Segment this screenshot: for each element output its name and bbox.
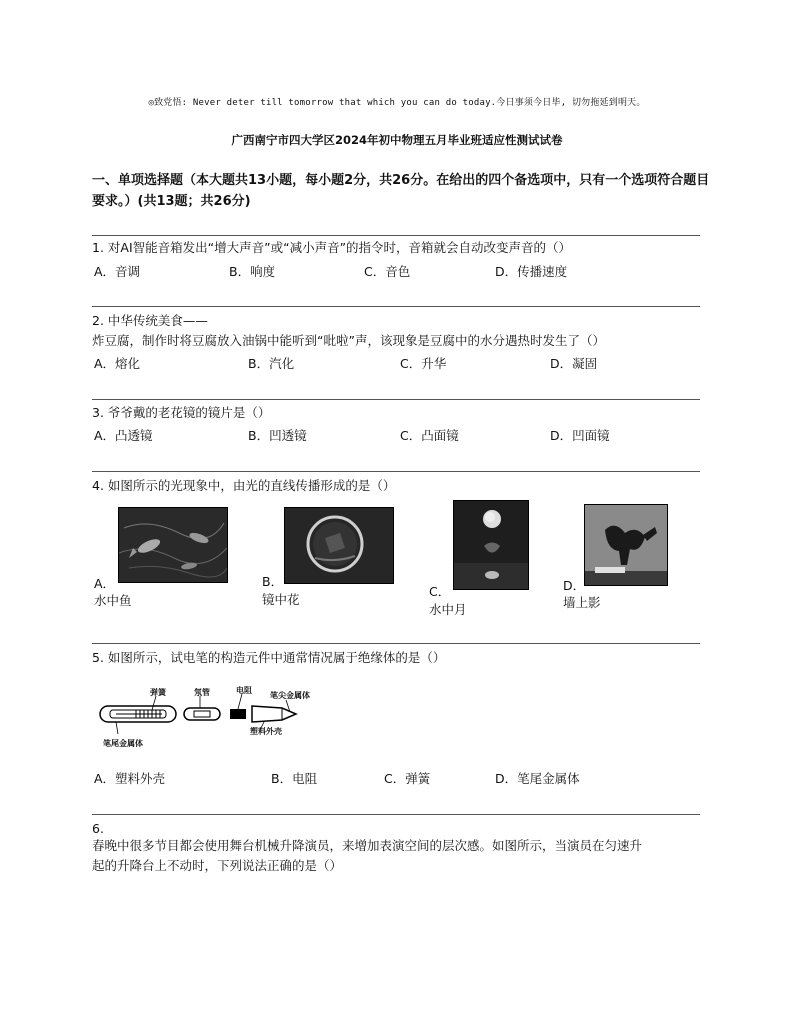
q4-option-d-caption: 墙上影 xyxy=(563,595,601,610)
q2-option-b: B．汽化 xyxy=(248,356,295,371)
fish-photo xyxy=(118,507,228,583)
question-5-stem: 5. 如图所示，试电笔的构造元件中通常情况属于绝缘体的是（） xyxy=(92,650,446,665)
q4-option-d-letter: D． xyxy=(563,578,586,593)
wall-shadow-photo xyxy=(584,504,668,586)
divider xyxy=(92,399,700,400)
q2-option-a: A．熔化 xyxy=(94,356,141,371)
q3-option-a: A．凸透镜 xyxy=(94,428,153,443)
q1-option-d: D．传播速度 xyxy=(495,264,568,279)
q5-option-b: B．电阻 xyxy=(271,771,318,786)
question-4-stem: 4. 如图所示的光现象中，由光的直线传播形成的是（） xyxy=(92,478,396,493)
pen-label-spring: 弹簧 xyxy=(150,688,166,697)
q2-option-c: C．升华 xyxy=(400,356,447,371)
pen-label-neon: 氖管 xyxy=(194,688,210,697)
page-title: 广西南宁市四大学区2024年初中物理五月毕业班适应性测试试卷 xyxy=(231,133,563,147)
q4-option-b-caption: 镜中花 xyxy=(262,592,300,607)
q3-option-b: B．凹透镜 xyxy=(248,428,307,443)
pen-label-tail: 笔尾金属体 xyxy=(103,739,143,748)
question-6-number: 6. xyxy=(92,821,104,836)
question-3-stem: 3. 爷爷戴的老花镜的镜片是（） xyxy=(92,405,271,420)
question-6-stem-line2: 起的升降台上不动时，下列说法正确的是（） xyxy=(92,858,343,873)
q1-option-c: C．音色 xyxy=(364,264,411,279)
divider xyxy=(92,306,700,307)
q1-option-a: A．音调 xyxy=(94,264,141,279)
motto-text: ◎致党悟: Never deter till tomorrow that which you can do today.今日事须今日毕, 切勿拖延到明天。 xyxy=(148,98,646,108)
q4-option-a-letter: A． xyxy=(94,576,116,591)
divider xyxy=(92,814,700,815)
section-heading: 一、单项选择题（本大题共13小题，每小题2分，共26分。在给出的四个备选项中，只有一个选项符合题目要求。）(共13题；共26分) xyxy=(92,173,710,209)
divider xyxy=(92,643,700,644)
question-6-stem-line1: 春晚中很多节目都会使用舞台机械升降演员，来增加表演空间的层次感。如图所示，当演员在匀速升 xyxy=(92,838,643,853)
question-1-stem: 1. 对AI智能音箱发出“增大声音”或“减小声音”的指令时，音箱就会自动改变声音的（） xyxy=(92,240,572,255)
pen-label-tip: 笔尖金属体 xyxy=(270,691,310,700)
q5-option-d: D．笔尾金属体 xyxy=(495,771,580,786)
question-2-stem-line1: 2. 中华传统美食—— xyxy=(92,313,208,328)
q4-option-b-letter: B． xyxy=(262,574,284,589)
q4-option-a-caption: 水中鱼 xyxy=(94,593,132,608)
mirror-flower-photo xyxy=(284,507,394,584)
q5-option-c: C．弹簧 xyxy=(384,771,431,786)
question-2-stem-line2: 炸豆腐，制作时将豆腐放入油锅中能听到“吡啦”声，该现象是豆腐中的水分遇热时发生了（） xyxy=(92,333,605,348)
q4-option-c-caption: 水中月 xyxy=(429,602,467,617)
q3-option-d: D．凹面镜 xyxy=(550,428,610,443)
pen-label-resistor: 电阻 xyxy=(236,686,252,695)
divider xyxy=(92,235,700,236)
divider xyxy=(92,471,700,472)
q3-option-c: C．凸面镜 xyxy=(400,428,459,443)
q2-option-d: D．凝固 xyxy=(550,356,598,371)
q1-option-b: B．响度 xyxy=(229,264,276,279)
q4-option-c-letter: C． xyxy=(429,584,451,599)
moon-in-water-photo xyxy=(453,500,529,590)
q5-option-a: A．塑料外壳 xyxy=(94,771,166,786)
pen-label-shell: 塑料外壳 xyxy=(250,727,282,736)
